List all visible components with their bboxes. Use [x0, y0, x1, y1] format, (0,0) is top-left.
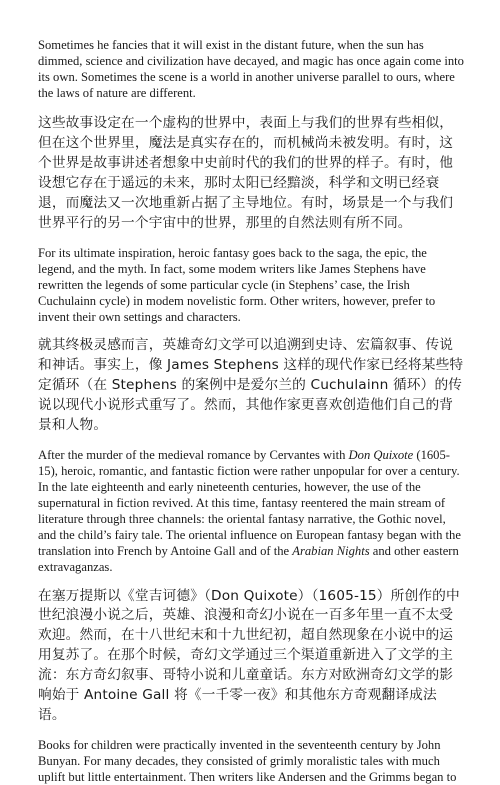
chinese-paragraph: 这些故事设定在一个虚构的世界中，表面上与我们的世界有些相似，但在这个世界里，魔法是真实存在的，而机械尚未被发明。有时，这个世界是故事讲述者想象中史前时代的我们的世界的样子。有时，他设想它存在于遥远的未来，那时太阳已经黯淡，科学和文明已经衰退，而魔法又一次地重新占据了主导地位。有时，场景是一个与我们世界平行的另一个宇宙中的世界，那里的自然法则有所不同。: [38, 115, 454, 231]
text-run: (1605-15), heroic, romantic, and fantastic fiction were rather unpopular for over a century. In the late eighteenth and early nineteenth centuries, however, the use of the supernatural in fiction revived. At this time, fantasy reentered the main stream of literature through three channels: the oriental fantasy narrative, the Gothic novel, and the child’s fairy tale. The oriental influence on European fantasy began with the translation into French by Antoine Gall and of the: [38, 447, 461, 559]
english-paragraph: Sometimes he fancies that it will exist in the distant future, when the sun has dimmed, science and civilization have decayed, and magic has once again come into its own. Sometimes the scene is a world in another universe parallel to ours, where the laws of nature are different.: [38, 38, 464, 101]
chinese-paragraph: 就其终极灵感而言，英雄奇幻文学可以追溯到史诗、宏篇叙事、传说和神话。事实上，像 James Stephens 这样的现代作家已经将某些特定循环（在 Stephens 的案例中是爱尔兰的 Cuchulainn 循环）的传说以现代小说形式重写了。然而，其他作家更喜欢创造他们自己的背景和人物。: [38, 337, 464, 433]
italic-title: Arabian Nights: [292, 544, 370, 559]
english-paragraph: Books for children were practically invented in the seventeenth century by John Bunyan. For many decades, they consisted of grimly moralistic tales with much uplift but little entertainment. Then writers like Andersen and the Grimms began to: [38, 737, 457, 785]
text-run: After the murder of the medieval romance by Cervantes with: [38, 447, 349, 462]
text-run: and other eastern extravaganzas.: [38, 544, 459, 575]
chinese-paragraph: 在塞万提斯以《堂吉诃德》（Don Quixote）（1605-15）所创作的中世纪浪漫小说之后，英雄、浪漫和奇幻小说在一百多年里一直不太受欢迎。然而，在十八世纪末和十九世纪初，超自然现象在小说中的运用复苏了。在那个时候，奇幻文学通过三个渠道重新进入了文学的主流：东方奇幻叙事、哥特小说和儿童童话。东方对欧洲奇幻文学的影响始于 Antoine Gall 将《一千零一夜》和其他东方奇观翻译成法语。: [38, 587, 460, 723]
english-paragraph: For its ultimate inspiration, heroic fantasy goes back to the saga, the epic, the legend, and the myth. In fact, some modem writers like James Stephens have rewritten the legends of some particular cycle (in Stephens’ case, the Irish Cuchulainn cycle) in modem novelistic form. Other writers, however, prefer to invent their own settings and characters.: [38, 245, 436, 325]
english-paragraph: [38, 447, 464, 576]
italic-title: Don Quixote: [348, 447, 414, 462]
